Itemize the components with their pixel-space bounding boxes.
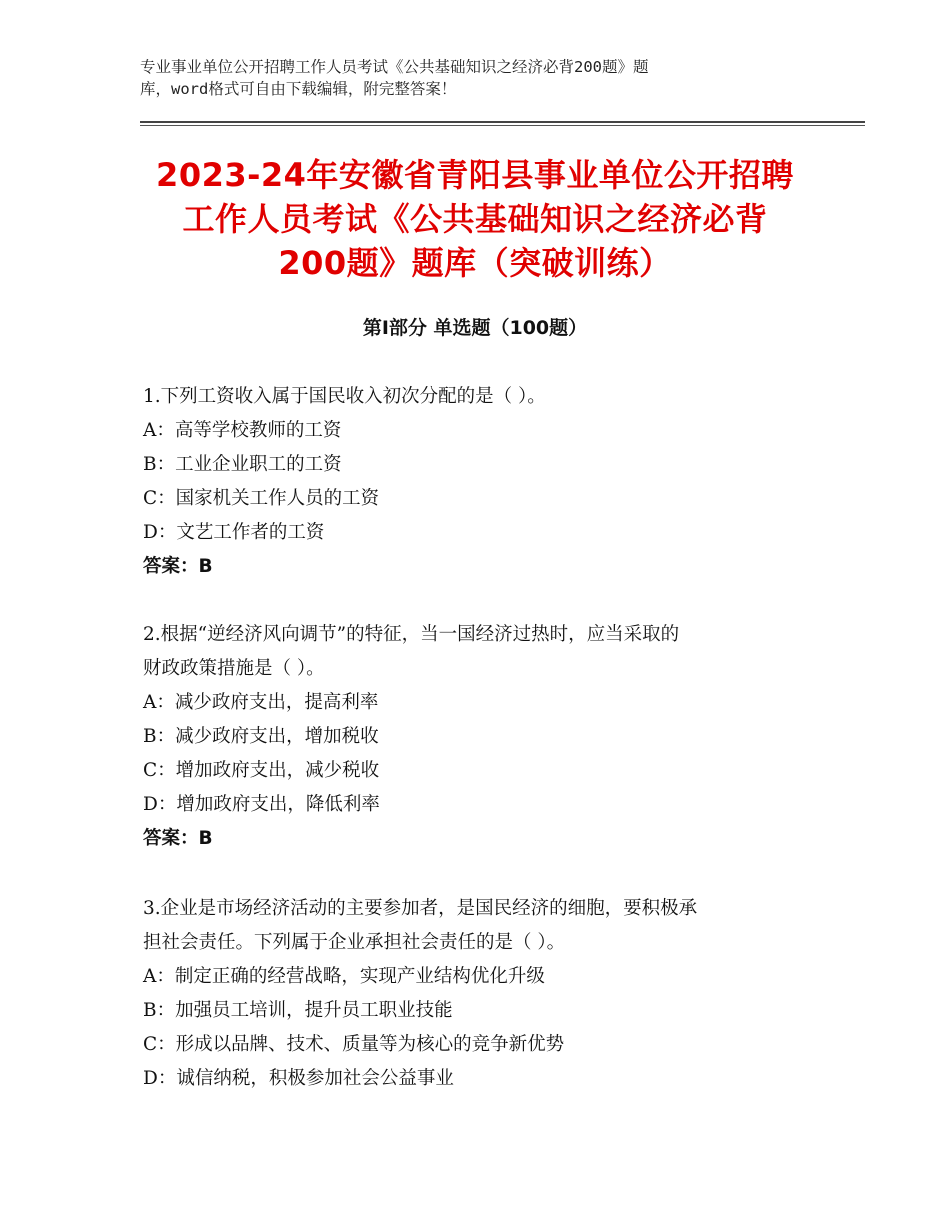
header-note-line-2: 库，word格式可自由下载编辑，附完整答案！ bbox=[140, 80, 457, 98]
option-b: B：工业企业职工的工资 bbox=[143, 454, 342, 475]
header-note-line-1: 专业事业单位公开招聘工作人员考试《公共基础知识之经济必背200题》题 bbox=[140, 58, 649, 76]
option-d: D：增加政府支出，降低利率 bbox=[143, 794, 380, 815]
option-c: C：增加政府支出，减少税收 bbox=[143, 760, 380, 781]
question-stem-cont: 财政政策措施是（ ）。 bbox=[143, 658, 325, 679]
question-stem: 2.根据“逆经济风向调节”的特征，当一国经济过热时，应当采取的 bbox=[143, 624, 680, 645]
question-stem: 1.下列工资收入属于国民收入初次分配的是（ ）。 bbox=[143, 386, 546, 407]
question-3 bbox=[143, 892, 813, 1096]
option-a: A：高等学校教师的工资 bbox=[143, 420, 342, 441]
option-d: D：诚信纳税，积极参加社会公益事业 bbox=[143, 1068, 454, 1089]
document-title bbox=[120, 153, 830, 285]
option-b: B：加强员工培训，提升员工职业技能 bbox=[143, 1000, 453, 1021]
header-rule-top bbox=[140, 121, 865, 123]
question-stem: 3.企业是市场经济活动的主要参加者，是国民经济的细胞，要积极承 bbox=[143, 898, 698, 919]
option-c: C：形成以品牌、技术、质量等为核心的竞争新优势 bbox=[143, 1034, 565, 1055]
option-b: B：减少政府支出，增加税收 bbox=[143, 726, 379, 747]
option-d: D：文艺工作者的工资 bbox=[143, 522, 325, 543]
title-line-2: 工作人员考试《公共基础知识之经济必背 bbox=[182, 200, 768, 238]
answer: 答案：B bbox=[143, 828, 213, 849]
option-c: C：国家机关工作人员的工资 bbox=[143, 488, 380, 509]
title-line-3: 200题》题库（突破训练） bbox=[278, 244, 672, 282]
question-1 bbox=[143, 380, 813, 584]
title-line-1: 2023-24年安徽省青阳县事业单位公开招聘 bbox=[156, 156, 794, 194]
answer: 答案：B bbox=[143, 556, 213, 577]
option-a: A：制定正确的经营战略，实现产业结构优化升级 bbox=[143, 966, 545, 987]
option-a: A：减少政府支出，提高利率 bbox=[143, 692, 379, 713]
question-stem-cont: 担社会责任。下列属于企业承担社会责任的是（ ）。 bbox=[143, 932, 566, 953]
question-2 bbox=[143, 618, 813, 856]
section-title: 第Ⅰ部分 单选题（100题） bbox=[362, 317, 588, 339]
header-rule-bottom bbox=[140, 125, 865, 126]
header-note bbox=[140, 56, 780, 100]
